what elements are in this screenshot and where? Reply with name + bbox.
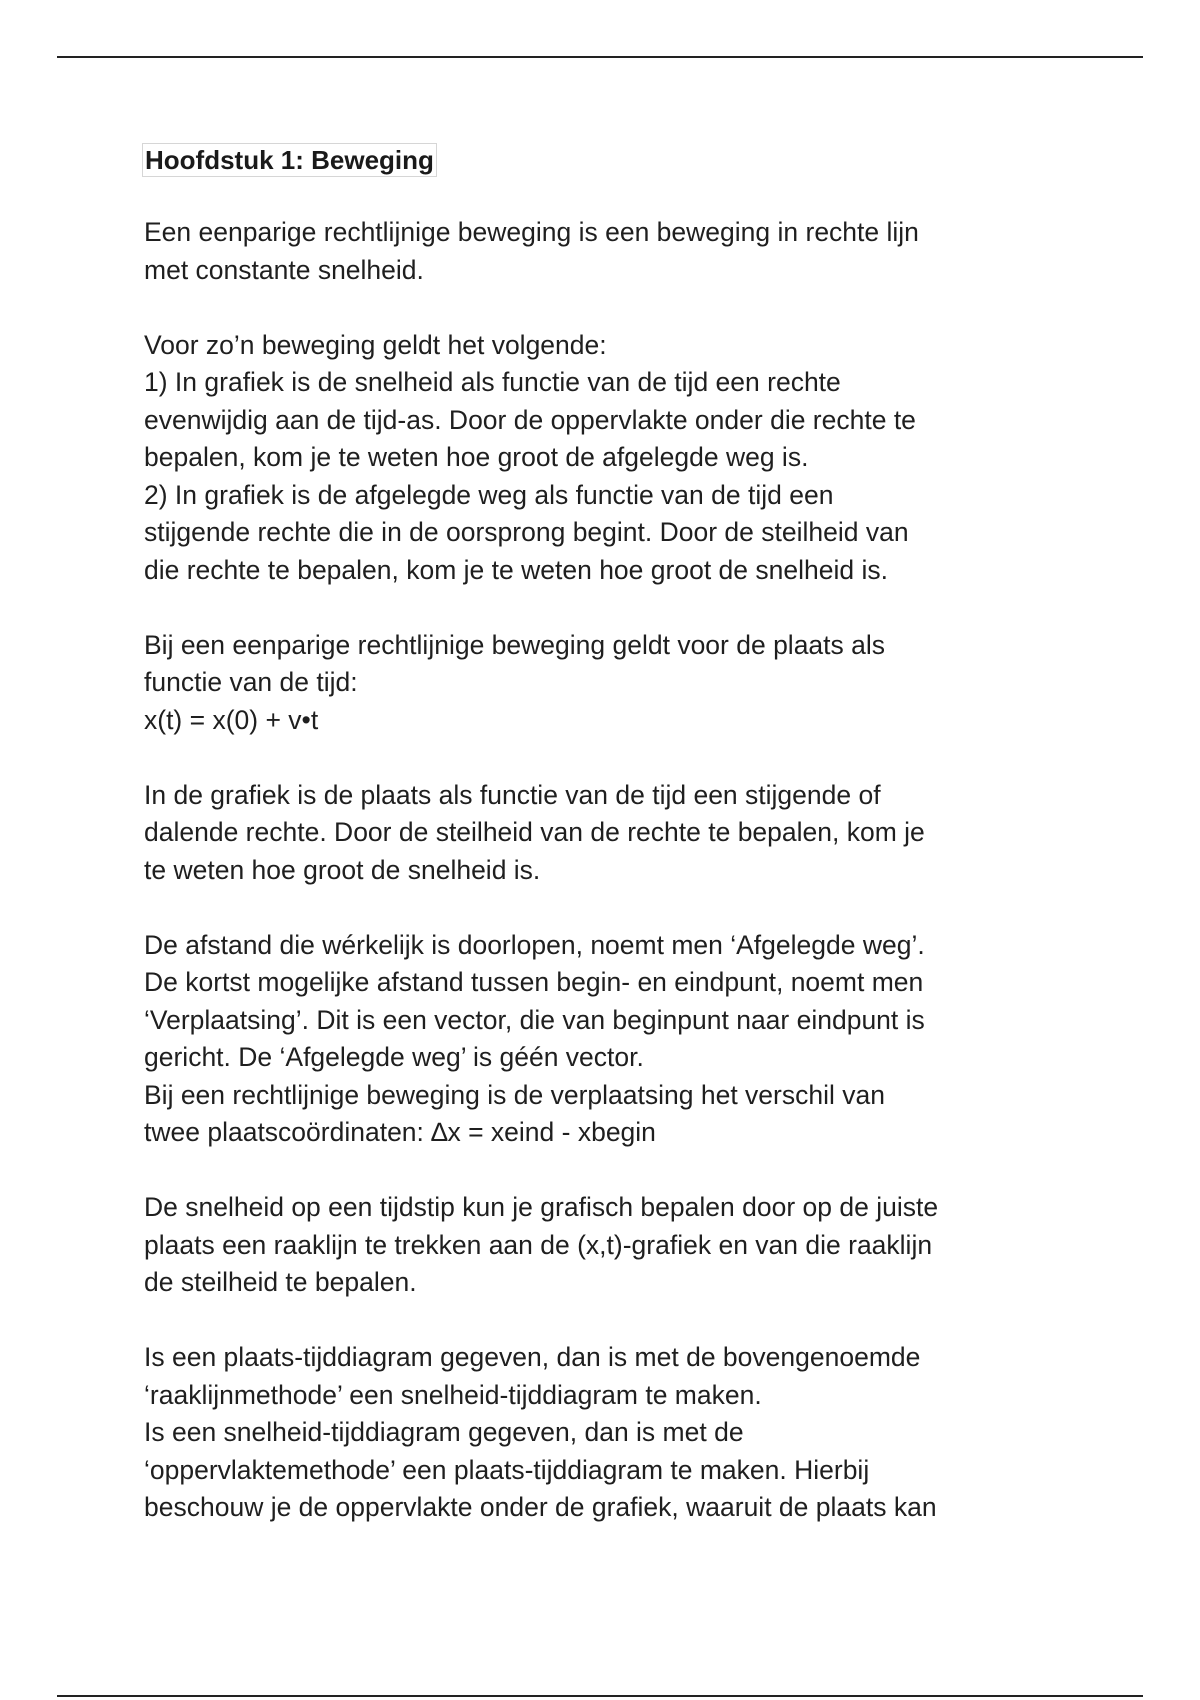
text-line: De snelheid op een tijdstip kun je grafisch bepalen door op de juiste [144, 1192, 939, 1222]
text-line: In de grafiek is de plaats als functie van de tijd een stijgende of [144, 779, 881, 810]
paragraph [144, 214, 1074, 289]
text-line: ‘raaklijnmethode’ een snelheid-tijddiagram te maken. [144, 1379, 762, 1410]
text-line: plaats een raaklijn te trekken aan de (x,t)-grafiek en van die raaklijn [144, 1229, 933, 1260]
text-line: Bij een eenparige rechtlijnige beweging geldt voor de plaats als [144, 629, 886, 660]
text-line: de steilheid te bepalen. [144, 1267, 417, 1297]
text-line: ‘Verplaatsing’. Dit is een vector, die van beginpunt naar eindpunt is [144, 1004, 925, 1035]
document-content [144, 143, 1074, 1564]
text-line: twee plaatscoördinaten: ∆x = xeind - xbegin [144, 1117, 656, 1147]
text-line: te weten hoe groot de snelheid is. [144, 854, 541, 885]
paragraph [144, 627, 1074, 740]
text-line: De afstand die wérkelijk is doorlopen, noemt men ‘Afgelegde weg’. [144, 929, 925, 960]
text-line: stijgende rechte die in de oorsprong begint. Door de steilheid van [144, 517, 909, 547]
text-line: ‘oppervlaktemethode’ een plaats-tijddiagram te maken. Hierbij [144, 1454, 870, 1485]
text-line: Is een snelheid-tijddiagram gegeven, dan is met de [144, 1417, 744, 1447]
text-line: beschouw je de oppervlakte onder de grafiek, waaruit de plaats kan [144, 1492, 937, 1522]
text-line: gericht. De ‘Afgelegde weg’ is géén vector. [144, 1042, 644, 1072]
text-line: Is een plaats-tijddiagram gegeven, dan is met de bovengenoemde [144, 1342, 921, 1372]
text-line: bepalen, kom je te weten hoe groot de afgelegde weg is. [144, 442, 809, 472]
document-body [144, 214, 1074, 1527]
bottom-rule [57, 1695, 1143, 1697]
paragraph [144, 777, 1074, 890]
text-line: met constante snelheid. [144, 254, 424, 285]
text-line: 2) In grafiek is de afgelegde weg als functie van de tijd een [144, 479, 834, 510]
paragraph [144, 1189, 1074, 1302]
text-line: Een eenparige rechtlijnige beweging is een beweging in rechte lijn [144, 217, 919, 247]
paragraph [144, 1339, 1074, 1527]
text-line: De kortst mogelijke afstand tussen begin- en eindpunt, noemt men [144, 967, 924, 997]
text-line: die rechte te bepalen, kom je te weten hoe groot de snelheid is. [144, 554, 888, 585]
paragraph [144, 327, 1074, 590]
chapter-heading: Hoofdstuk 1: Beweging [142, 143, 437, 177]
top-rule [57, 56, 1143, 58]
paragraph [144, 927, 1074, 1152]
text-line: Voor zo’n beweging geldt het volgende: [144, 329, 607, 360]
text-line: Bij een rechtlijnige beweging is de verplaatsing het verschil van [144, 1079, 885, 1110]
text-line: 1) In grafiek is de snelheid als functie van de tijd een rechte [144, 367, 841, 397]
text-line: functie van de tijd: [144, 667, 358, 697]
text-line: dalende rechte. Door de steilheid van de rechte te bepalen, kom je [144, 817, 925, 847]
text-line: x(t) = x(0) + v•t [144, 704, 319, 735]
text-line: evenwijdig aan de tijd-as. Door de oppervlakte onder die rechte te [144, 404, 916, 435]
